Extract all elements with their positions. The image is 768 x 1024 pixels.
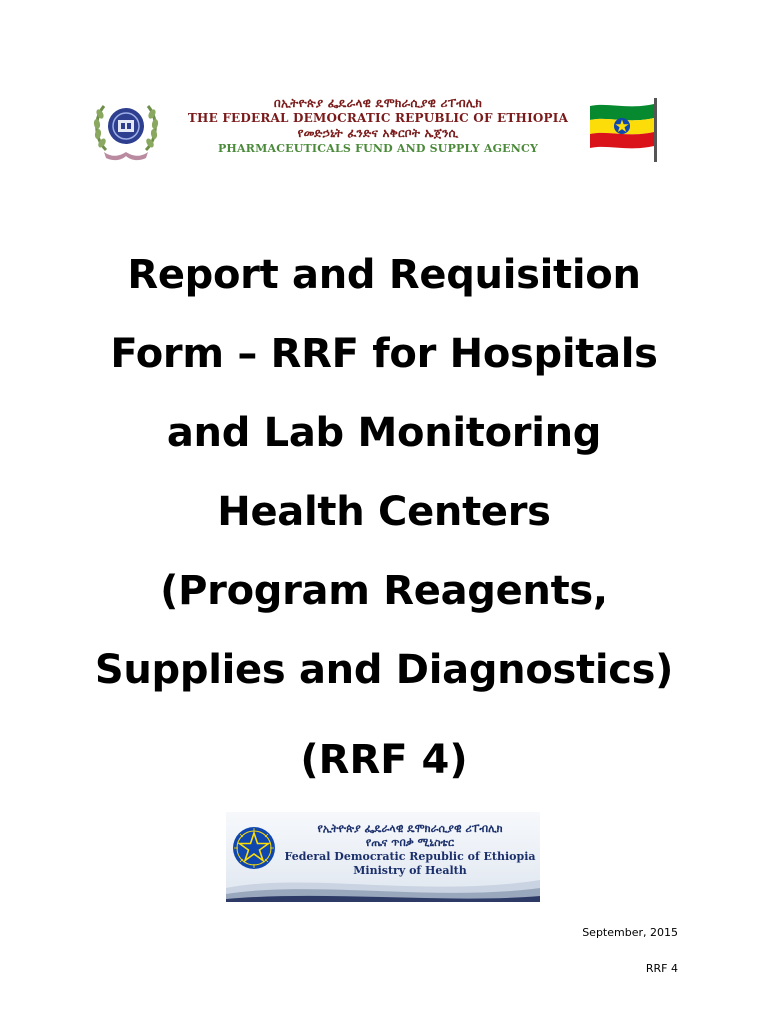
agency-header-banner xyxy=(88,96,660,162)
english-agency-name: PHARMACEUTICALS FUND AND SUPPLY AGENCY xyxy=(217,142,539,155)
document-code: RRF 4 xyxy=(645,962,678,975)
amharic-country-name: በኢትዮጵያ ፌዴራላዊ ዴሞክራሲያዊ ሪፐብሊክ xyxy=(273,96,483,110)
title-line: Report and Requisition xyxy=(127,252,641,298)
amharic-country-name: የኢትዮጵያ ፌዴራላዊ ዴሞክራሲያዊ ሪፐብሊክ xyxy=(317,822,503,835)
agency-name-block xyxy=(168,96,588,162)
title-line: Form – RRF for Hospitals xyxy=(110,331,658,377)
ethiopia-emblem-icon xyxy=(232,826,276,870)
title-line: (Program Reagents, xyxy=(160,568,608,614)
publication-date: September, 2015 xyxy=(582,926,678,939)
english-ministry-name: Ministry of Health xyxy=(353,864,467,877)
amharic-agency-name: የመድኃኒት ፈንድና አቅርቦት ኤጀንሲ xyxy=(297,126,459,140)
pfsa-emblem-icon xyxy=(90,96,162,162)
english-country-name: Federal Democratic Republic of Ethiopia xyxy=(284,850,536,863)
document-subtitle: (RRF 4) xyxy=(300,737,468,783)
amharic-ministry-name: የጤና ጥበቃ ሚኒስቴር xyxy=(365,836,455,849)
ministry-name-block xyxy=(282,822,538,878)
title-line: Health Centers xyxy=(217,489,551,535)
document-title xyxy=(60,236,708,710)
ministry-of-health-logo xyxy=(226,812,540,902)
english-country-name: THE FEDERAL DEMOCRATIC REPUBLIC OF ETHIOPIA xyxy=(187,111,569,125)
title-line: and Lab Monitoring xyxy=(166,410,602,456)
title-line: Supplies and Diagnostics) xyxy=(94,647,674,693)
ethiopia-flag-icon xyxy=(588,98,660,162)
